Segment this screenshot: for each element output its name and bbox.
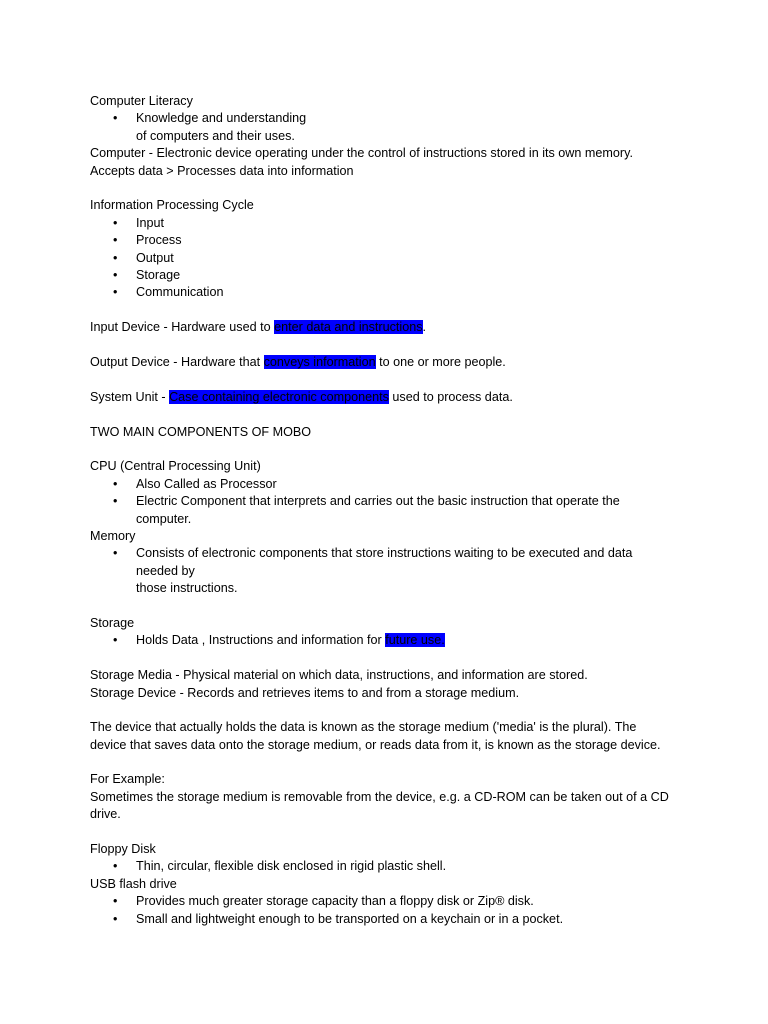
document-page <box>90 93 680 928</box>
bullet-dot: • <box>113 494 118 509</box>
list-item <box>90 858 680 875</box>
list-item <box>90 545 680 562</box>
input-device-tail: . <box>422 320 427 335</box>
bullet-dot: • <box>113 267 118 282</box>
highlighted-text: Case containing electronic components <box>169 389 389 404</box>
heading-computer-literacy: Computer Literacy <box>90 94 193 108</box>
bullet-continuation: of computers and their uses. <box>136 128 295 143</box>
list-item-text: Small and lightweight enough to be transported on a keychain or in a pocket. <box>136 911 564 926</box>
heading-mobo-components: TWO MAIN COMPONENTS OF MOBO <box>90 424 312 439</box>
list-item <box>90 476 680 493</box>
list-item <box>90 893 680 910</box>
bullet-dot: • <box>113 233 118 248</box>
system-unit-tail: used to process data. <box>388 389 513 404</box>
storage-device-definition: Storage Device - Records and retrieves items to and from a storage medium. <box>90 685 520 700</box>
bullet-dot: • <box>113 633 118 648</box>
bullet-dot: • <box>113 250 118 265</box>
computer-definition: Computer - Electronic device operating under the control of instructions stored in its own memory. <box>90 146 633 161</box>
paragraph-storage-line: device that saves data onto the storage medium, or reads data from it, is known as the storage device. <box>90 737 661 752</box>
bullet-dot: • <box>113 894 118 909</box>
bullet-dot: • <box>113 476 118 491</box>
list-item <box>90 250 680 267</box>
highlighted-text: enter data and instructions <box>274 320 423 335</box>
bullet-dot: • <box>113 859 118 874</box>
output-device-text: Output Device - Hardware that <box>90 354 264 369</box>
bullet-dot: • <box>113 111 118 126</box>
paragraph-example-line: drive. <box>90 807 121 822</box>
bullet-continuation: computer. <box>136 511 192 526</box>
list-item-text: Consists of electronic components that store instructions waiting to be executed and data <box>136 546 633 561</box>
list-item-text: Thin, circular, flexible disk enclosed in rigid plastic shell. <box>136 859 447 874</box>
bullet-continuation: those instructions. <box>136 581 238 596</box>
heading-floppy-disk: Floppy Disk <box>90 842 156 857</box>
bullet-text: Knowledge and understanding <box>136 111 307 126</box>
list-item-text: Process <box>136 233 182 248</box>
heading-memory: Memory <box>90 528 136 543</box>
input-device-text: Input Device - Hardware used to <box>90 320 275 335</box>
list-item <box>90 493 680 510</box>
output-device-tail: to one or more people. <box>375 354 506 369</box>
ipc-list <box>90 215 680 302</box>
list-item-text: Also Called as Processor <box>136 476 277 491</box>
highlighted-text: future use. <box>385 633 445 648</box>
list-item <box>90 632 680 649</box>
bullet-dot: • <box>113 546 118 561</box>
list-item-text: Electric Component that interprets and carries out the basic instruction that operate the <box>136 494 620 509</box>
heading-usb-flash-drive: USB flash drive <box>90 876 177 891</box>
accepts-data-line: Accepts data > Processes data into information <box>90 163 354 178</box>
heading-cpu: CPU (Central Processing Unit) <box>90 459 261 474</box>
input-device-definition <box>90 319 680 336</box>
list-item-text: Storage <box>136 267 181 282</box>
paragraph-storage-line: The device that actually holds the data is known as the storage medium ('media' is the plural). The <box>90 720 637 735</box>
heading-for-example: For Example: <box>90 772 165 787</box>
output-device-definition <box>90 354 680 371</box>
list-item <box>90 284 680 301</box>
bullet-dot: • <box>113 215 118 230</box>
bullet-continuation: needed by <box>136 563 195 578</box>
highlighted-text: conveys information <box>263 354 376 369</box>
list-item <box>90 911 680 928</box>
list-item-text: Output <box>136 250 174 265</box>
heading-storage: Storage <box>90 615 135 630</box>
bullet-dot: • <box>113 911 118 926</box>
list-item-text: Communication <box>136 285 224 300</box>
list-item <box>90 267 680 284</box>
system-unit-definition <box>90 389 680 406</box>
bullet-literacy-definition <box>90 110 680 127</box>
paragraph-example-line: Sometimes the storage medium is removable from the device, e.g. a CD-ROM can be taken out of a CD <box>90 789 669 804</box>
bullet-dot: • <box>113 285 118 300</box>
list-item-text: Provides much greater storage capacity than a floppy disk or Zip® disk. <box>136 894 534 909</box>
heading-information-processing-cycle: Information Processing Cycle <box>90 198 254 213</box>
list-item-text: Input <box>136 215 165 230</box>
storage-media-definition: Storage Media - Physical material on which data, instructions, and information are stored. <box>90 668 588 683</box>
system-unit-text: System Unit - <box>90 389 170 404</box>
list-item-text: Holds Data , Instructions and information for <box>136 633 386 648</box>
list-item <box>90 215 680 232</box>
list-item <box>90 232 680 249</box>
